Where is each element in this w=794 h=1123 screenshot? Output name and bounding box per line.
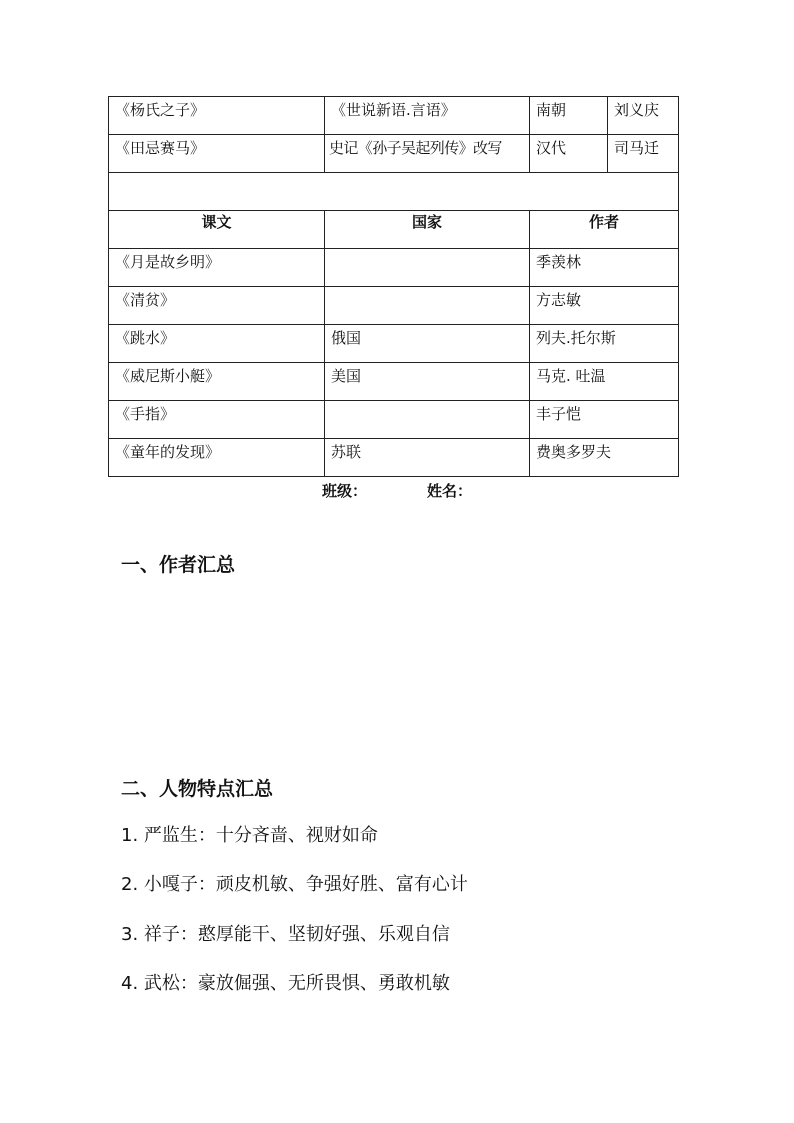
cell-text: 《童年的发现》 [109, 439, 325, 477]
trait-item: 4. 武松：豪放倔强、无所畏惧、勇敢机敏 [121, 973, 450, 994]
cell-author: 刘义庆 [608, 97, 679, 135]
cell-author: 丰子恺 [530, 401, 679, 439]
cell-country [325, 287, 530, 325]
cell-text: 《清贫》 [109, 287, 325, 325]
cell-text: 《手指》 [109, 401, 325, 439]
header-text: 课文 [109, 211, 325, 249]
trait-item: 3. 祥子：憨厚能干、坚韧好强、乐观自信 [121, 924, 450, 945]
table-row [109, 439, 679, 477]
cell-source: 史记《孙子吴起列传》改写 [325, 135, 530, 173]
empty-cell [109, 173, 679, 211]
table-row [109, 401, 679, 439]
cell-author: 方志敏 [530, 287, 679, 325]
table-row [109, 287, 679, 325]
header-row [109, 211, 679, 249]
cell-author: 马克. 吐温 [530, 363, 679, 401]
cell-author: 季羡林 [530, 249, 679, 287]
section-title-authors: 一、作者汇总 [121, 554, 236, 576]
table-row [109, 363, 679, 401]
cell-source: 《世说新语.言语》 [325, 97, 530, 135]
cell-text: 《威尼斯小艇》 [109, 363, 325, 401]
table-row [109, 249, 679, 287]
header-country: 国家 [325, 211, 530, 249]
trait-item: 2. 小嘎子：顽皮机敏、争强好胜、富有心计 [121, 874, 468, 895]
section-title-traits: 二、人物特点汇总 [121, 778, 274, 800]
cell-author: 司马迁 [608, 135, 679, 173]
header-author: 作者 [530, 211, 679, 249]
trait-item: 1. 严监生：十分吝啬、视财如命 [121, 825, 378, 846]
cell-country: 俄国 [325, 325, 530, 363]
class-name-line [0, 480, 794, 501]
empty-row [109, 173, 679, 211]
class-label: 班级： [321, 482, 367, 500]
cell-country [325, 249, 530, 287]
cell-country: 美国 [325, 363, 530, 401]
author-table [108, 96, 679, 477]
cell-country [325, 401, 530, 439]
table-row [109, 135, 679, 173]
table-row [109, 97, 679, 135]
table-row [109, 325, 679, 363]
cell-dynasty: 汉代 [530, 135, 608, 173]
cell-country: 苏联 [325, 439, 530, 477]
name-label: 姓名： [427, 482, 473, 500]
cell-text: 《田忌赛马》 [109, 135, 325, 173]
cell-author: 费奥多罗夫 [530, 439, 679, 477]
cell-author: 列夫.托尔斯 [530, 325, 679, 363]
cell-dynasty: 南朝 [530, 97, 608, 135]
cell-text: 《杨氏之子》 [109, 97, 325, 135]
cell-text: 《跳水》 [109, 325, 325, 363]
cell-text: 《月是故乡明》 [109, 249, 325, 287]
